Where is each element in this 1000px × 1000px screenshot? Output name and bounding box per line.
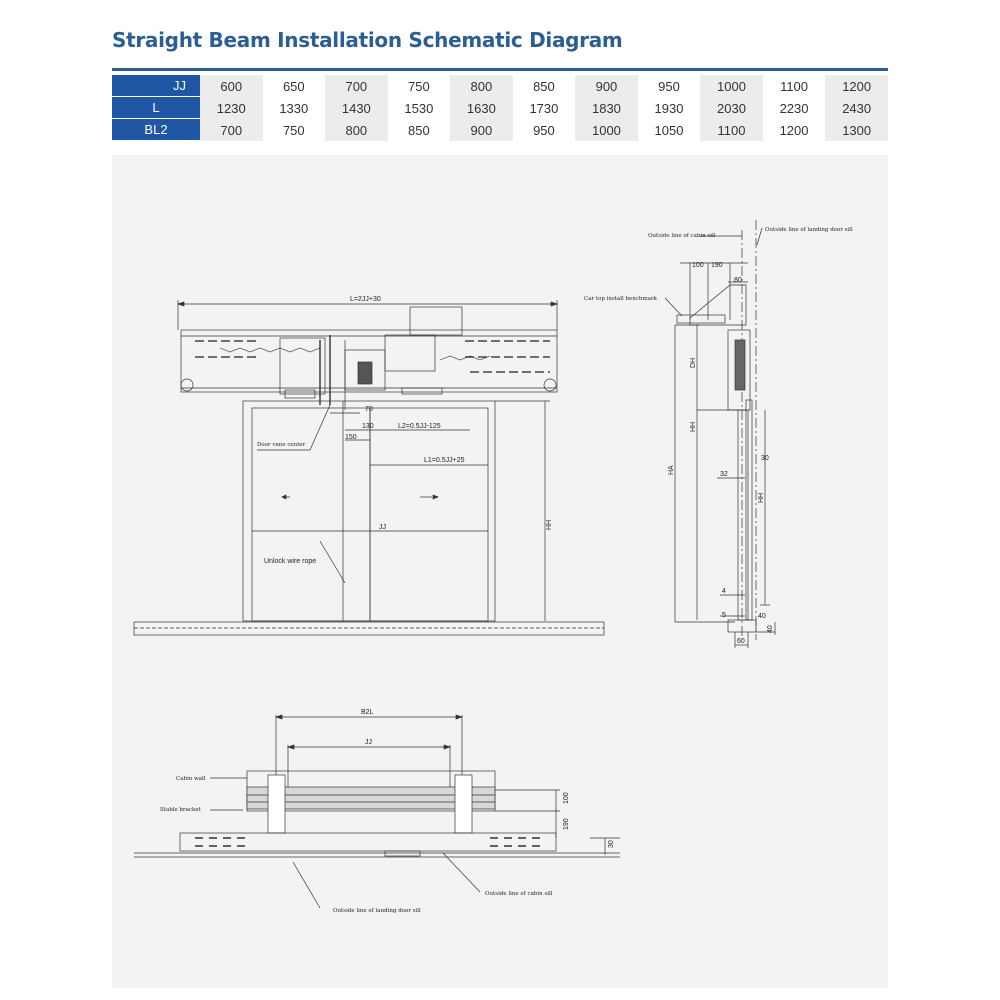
outside-landing-sill-label-top: Outside line of landing door sill [333,908,421,914]
table-cell: 1430 [325,97,388,119]
dim-150: 150 [345,434,357,441]
table-cell: 1300 [825,119,888,141]
table-cell: 1050 [654,122,684,138]
table-cell: 900 [575,75,638,97]
hh-label: HH [546,519,553,530]
table-cell: 650 [282,78,305,94]
table-cell: 1930 [654,100,684,116]
table-cell: 1830 [575,97,638,119]
table-cell: 1330 [279,100,309,116]
dim-32: 32 [720,471,728,478]
side-bracket [690,285,746,325]
dim-4: 4 [722,588,726,595]
l1-label: L1=0.5JJ+25 [424,457,465,464]
outside-cabin-sill-label-top: Outside line of cabin sill [485,891,553,897]
table-cell: 900 [450,119,513,141]
table-cell: 2430 [825,97,888,119]
unlock-wire-rope-label: Unlock wire rope [264,558,317,565]
landing-sill [134,622,604,635]
table-cell: 1000 [700,75,763,97]
side-view [665,220,775,648]
table-cell: 750 [282,122,305,138]
ha-label: HA [668,465,675,475]
outside-cabin-sill-label: Outside line of cabin sill [648,233,716,239]
top-view-labels [160,709,615,914]
pulley-left [181,379,193,391]
page-title: Straight Beam Installation Schematic Diagram [112,28,623,52]
table-cell: 2230 [779,100,809,116]
dim-70: 70 [365,406,373,413]
dim-30-top: 30 [608,840,615,848]
side-view-labels [584,227,853,645]
motor-box [410,307,462,335]
length-label: L=2JJ+30 [350,296,381,303]
cabin-sill-rail [180,833,556,851]
table-cell: 800 [325,119,388,141]
dim-80: 80 [734,277,742,284]
stable-bracket-left [268,775,285,833]
car-top-benchmark-label: Car top install benchmark [584,296,657,302]
table-cell: 1200 [825,75,888,97]
table-cell: 750 [408,78,430,94]
outside-landing-sill-label: Outside line of landing door sill [765,227,853,233]
table-cell: 850 [408,122,430,138]
dim-100-top: 100 [563,792,570,804]
table-cell: 1730 [529,100,559,116]
dh-label: DH [690,357,697,368]
hh2-label: HH [758,492,765,503]
cabin-wall-label: Cabin wall [176,776,206,782]
l2-label: L2=0.5JJ-125 [398,423,441,430]
table-cell: 850 [533,78,555,94]
table-cell: 600 [200,75,263,97]
table-cell: 1200 [779,122,809,138]
dim-130: 130 [362,423,374,430]
row-header-bl2: BL2 [112,119,200,141]
dim-60: 60 [737,638,745,645]
jj-label-top: JJ [365,739,372,746]
door-opening [243,401,495,621]
b2l-label: B2L [361,709,374,716]
dim-5: 5 [722,612,726,619]
hh-label-side: HH [690,421,697,432]
top-view [134,715,620,908]
row-header-jj: JJ [112,75,200,97]
table-cell: 1530 [404,100,434,116]
door-vane-center-label: Door vane center [257,442,306,448]
table-cell: 1230 [200,97,263,119]
table-cell: 950 [533,122,555,138]
pulley-right [544,379,556,391]
dim-100: 100 [692,262,704,269]
table-cell: 950 [658,78,680,94]
dim-190: 190 [711,262,723,269]
table-cell: 800 [450,75,513,97]
dim-30-side: 30 [761,455,769,462]
table-cell: 700 [200,119,263,141]
row-header-l: L [112,97,200,119]
front-view [134,300,604,635]
table-cell: 1100 [780,78,809,94]
stable-bracket-label: Stable bracket [160,807,201,813]
dim-40: 40 [758,613,766,620]
dim-40b: 40 [767,625,774,633]
jj-label: JJ [379,524,386,531]
table-cell: 1000 [575,119,638,141]
door-panel-right [370,408,488,621]
table-cell: 2030 [700,97,763,119]
table-cell: 1630 [450,97,513,119]
dim-190-top: 190 [563,818,570,830]
table-cell: 700 [325,75,388,97]
stable-bracket-right [455,775,472,833]
table-cell: 1100 [700,119,763,141]
